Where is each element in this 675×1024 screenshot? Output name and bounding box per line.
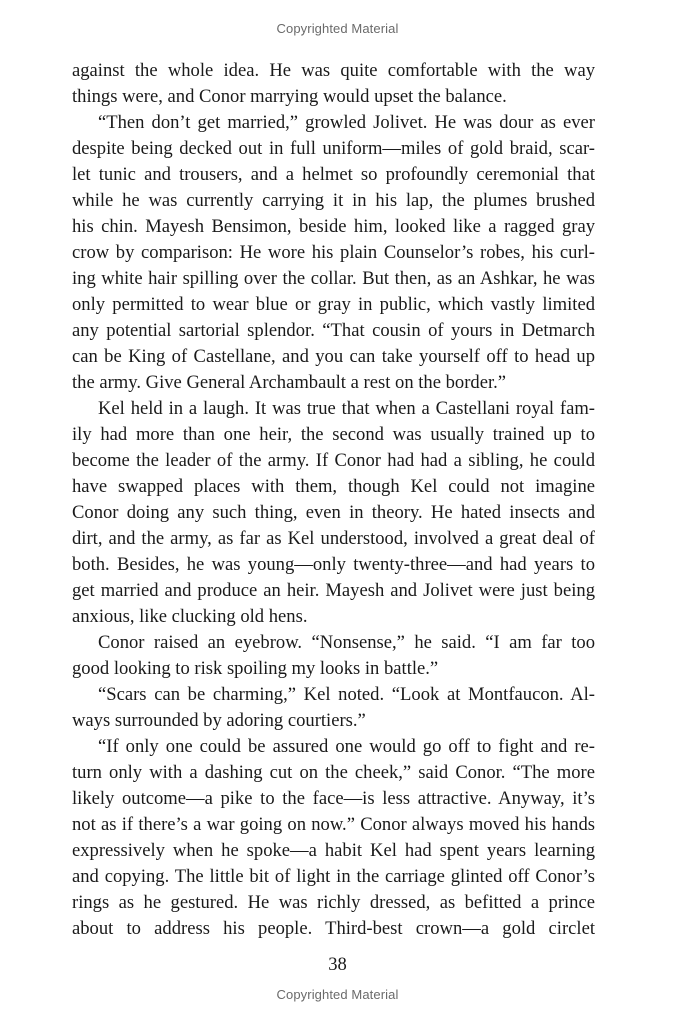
text-line: can be King of Castellane, and you can take yourself off to head up [72, 346, 595, 367]
copyright-watermark-bottom: Copyrighted Material [276, 987, 399, 1002]
text-line: his chin. Mayesh Bensimon, beside him, looked like a ragged gray [72, 216, 595, 237]
text-line: get married and produce an heir. Mayesh and Jolivet were just being [72, 580, 595, 601]
text-line: the army. Give General Archambault a rest on the border.” [72, 372, 507, 393]
text-line: despite being decked out in full uniform—miles of gold braid, scar- [72, 138, 595, 159]
text-line: rings as he gestured. He was richly dressed, as befitted a prince [72, 892, 595, 913]
text-line: while he was currently carrying it in his lap, the plumes brushed [72, 190, 595, 211]
text-line: ing white hair spilling over the collar. But then, as an Ashkar, he was [72, 268, 595, 289]
text-line: likely outcome—a pike to the face—is less attractive. Anyway, it’s [72, 788, 595, 809]
text-line: against the whole idea. He was quite comfortable with the way [72, 60, 595, 81]
text-line: and copying. The little bit of light in the carriage glinted off Conor’s [72, 866, 595, 887]
copyright-watermark-top: Copyrighted Material [276, 21, 399, 36]
text-line: ways surrounded by adoring courtiers.” [72, 710, 366, 731]
page-number: 38 [328, 954, 347, 975]
text-line: crow by comparison: He wore his plain Counselor’s robes, his curl- [72, 242, 595, 263]
text-line: “Scars can be charming,” Kel noted. “Look at Montfaucon. Al- [98, 684, 595, 705]
text-line: good looking to risk spoiling my looks in battle.” [72, 658, 439, 679]
text-line: Kel held in a laugh. It was true that when a Castellani royal fam- [98, 398, 595, 419]
text-line: only permitted to wear blue or gray in public, which vastly limited [72, 294, 595, 315]
text-line: let tunic and trousers, and a helmet so profoundly ceremonial that [72, 164, 595, 185]
text-line: both. Besides, he was young—only twenty-three—and had years to [72, 554, 595, 575]
text-line: ily had more than one heir, the second was usually trained up to [72, 424, 595, 445]
text-line: things were, and Conor marrying would upset the balance. [72, 86, 507, 107]
text-line: become the leader of the army. If Conor had had a sibling, he could [72, 450, 595, 471]
text-line: about to address his people. Third-best crown—a gold circlet [72, 918, 595, 939]
text-line: turn only with a dashing cut on the cheek,” said Conor. “The more [72, 762, 595, 783]
text-line: dirt, and the army, as far as Kel understood, involved a great deal of [72, 528, 595, 549]
text-line: “Then don’t get married,” growled Jolivet. He was dour as ever [98, 112, 595, 133]
text-line: have swapped places with them, though Kel could not imagine [72, 476, 595, 497]
text-line: anxious, like clucking old hens. [72, 606, 308, 627]
body-text [72, 58, 595, 942]
text-line: “If only one could be assured one would go off to fight and re- [98, 736, 595, 757]
text-line: any potential sartorial splendor. “That cousin of yours in Detmarch [72, 320, 595, 341]
text-line: not as if there’s a war going on now.” Conor always moved his hands [72, 814, 595, 835]
text-line: Conor raised an eyebrow. “Nonsense,” he said. “I am far too [98, 632, 595, 653]
text-line: expressively when he spoke—a habit Kel had spent years learning [72, 840, 595, 861]
text-line: Conor doing any such thing, even in theory. He hated insects and [72, 502, 595, 523]
